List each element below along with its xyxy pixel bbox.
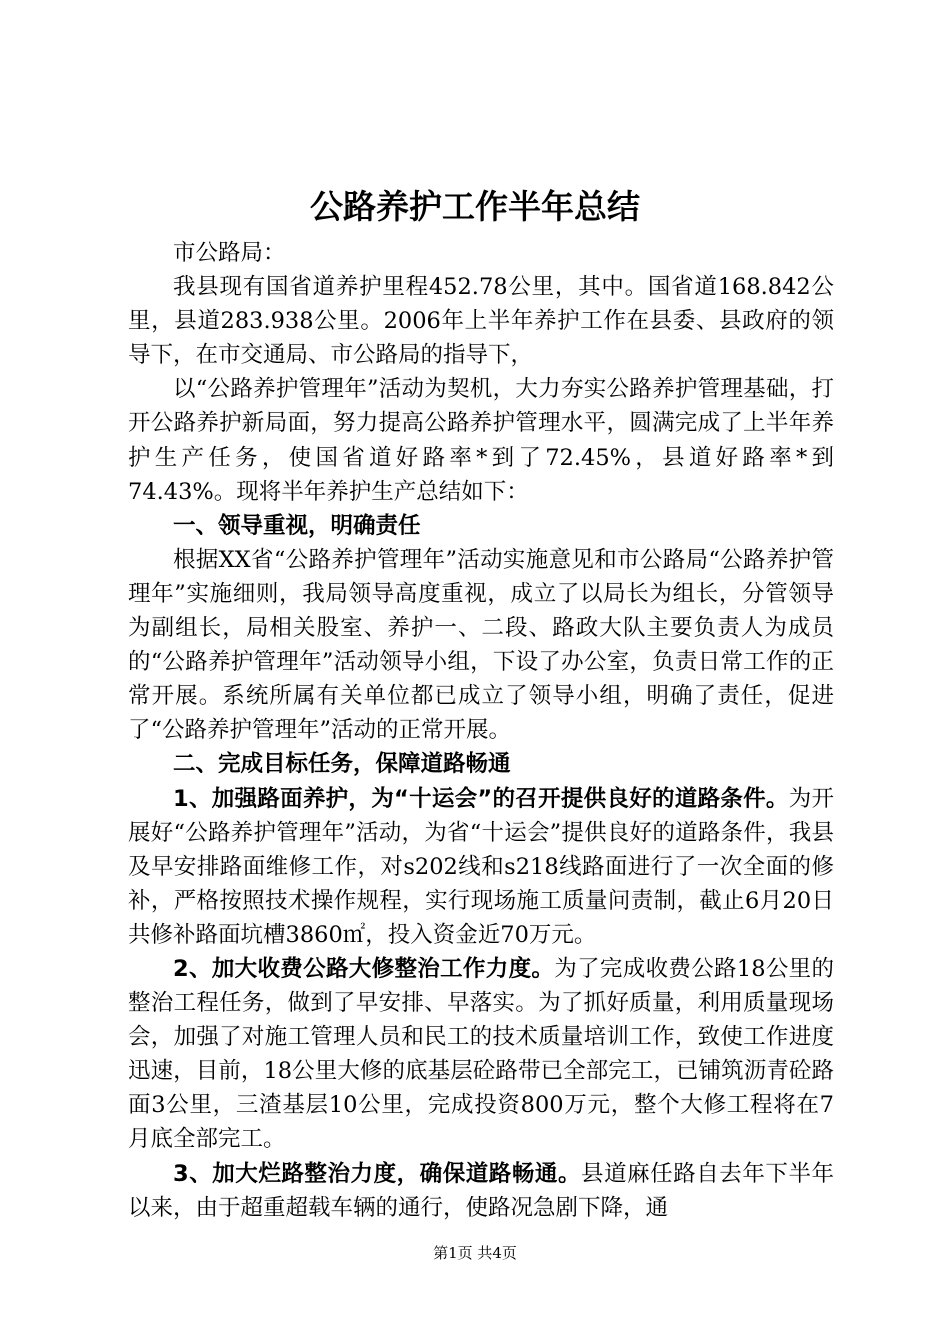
paragraph-addressee bbox=[128, 236, 834, 270]
section-heading-2 bbox=[128, 747, 834, 781]
paragraph-text: 以“公路养护管理年”活动为契机，大力夯实公路养护管理基础，打开公路养护新局面，努力提高公路养护管理水平，圆满完成了上半年养护生产任务，使国省道好路率*到了72.45%，县道好路率*到74.43%。现将半年养护生产总结如下： bbox=[128, 376, 834, 505]
item-lead: 1、加强路面养护，为“十运会”的召开提供良好的道路条件。 bbox=[173, 785, 789, 812]
paragraph-item-2 bbox=[128, 952, 834, 1157]
document-body bbox=[128, 236, 834, 1225]
paragraph-item-3 bbox=[128, 1157, 834, 1225]
paragraph-intro-continued bbox=[128, 372, 834, 508]
paragraph-text: 我县现有国省道养护里程452.78公里，其中。国省道168.842公里，县道283.938公里。2006年上半年养护工作在县委、县政府的领导下，在市交通局、市公路局的指导下， bbox=[128, 274, 834, 369]
paragraph-section-1 bbox=[128, 543, 834, 748]
section-heading-text: 二、完成目标任务，保障道路畅通 bbox=[173, 751, 511, 778]
paragraph-intro bbox=[128, 270, 834, 372]
document-title: 公路养护工作半年总结 bbox=[310, 187, 640, 226]
paragraph-text: 市公路局： bbox=[173, 240, 286, 266]
item-lead: 3、加大烂路整治力度，确保道路畅通。 bbox=[173, 1160, 582, 1187]
paragraph-item-1 bbox=[128, 782, 834, 952]
page-footer: 第1页 共4页 bbox=[433, 1244, 517, 1262]
paragraph-text: 为开展好“公路养护管理年”活动，为省“十运会”提供良好的道路条件，我县及早安排路面维修工作，对s202线和s218线路面进行了一次全面的修补，严格按照技术操作规程，实行现场施工质量问责制，截止6月20日共修补路面坑槽3860㎡，投入资金近70万元。 bbox=[128, 785, 834, 948]
paragraph-text: 为了完成收费公路18公里的整治工程任务，做到了早安排、早落实。为了抓好质量，利用质量现场会，加强了对施工管理人员和民工的技术质量培训工作，致使工作进度迅速，目前，18公里大修的底基层砼路带已全部完工，已铺筑沥青砼路面3公里，三渣基层10公里，完成投资800万元，整个大修工程将在7月底全部完工。 bbox=[128, 955, 834, 1153]
section-heading-1 bbox=[128, 509, 834, 543]
paragraph-text: 根据XX省“公路养护管理年”活动实施意见和市公路局“公路养护管理年”实施细则，我局领导高度重视，成立了以局长为组长，分管领导为副组长，局相关股室、养护一、二段、路政大队主要负责人为成员的“公路养护管理年”活动领导小组，下设了办公室，负责日常工作的正常开展。系统所属有关单位都已成立了领导小组，明确了责任，促进了“公路养护管理年”活动的正常开展。 bbox=[128, 546, 834, 744]
section-heading-text: 一、领导重视，明确责任 bbox=[173, 512, 421, 539]
item-lead: 2、加大收费公路大修整治工作力度。 bbox=[173, 955, 555, 982]
paragraph-text: 县道麻任路自去年下半年以来，由于超重超载车辆的通行，使路况急剧下降，通 bbox=[128, 1160, 834, 1221]
